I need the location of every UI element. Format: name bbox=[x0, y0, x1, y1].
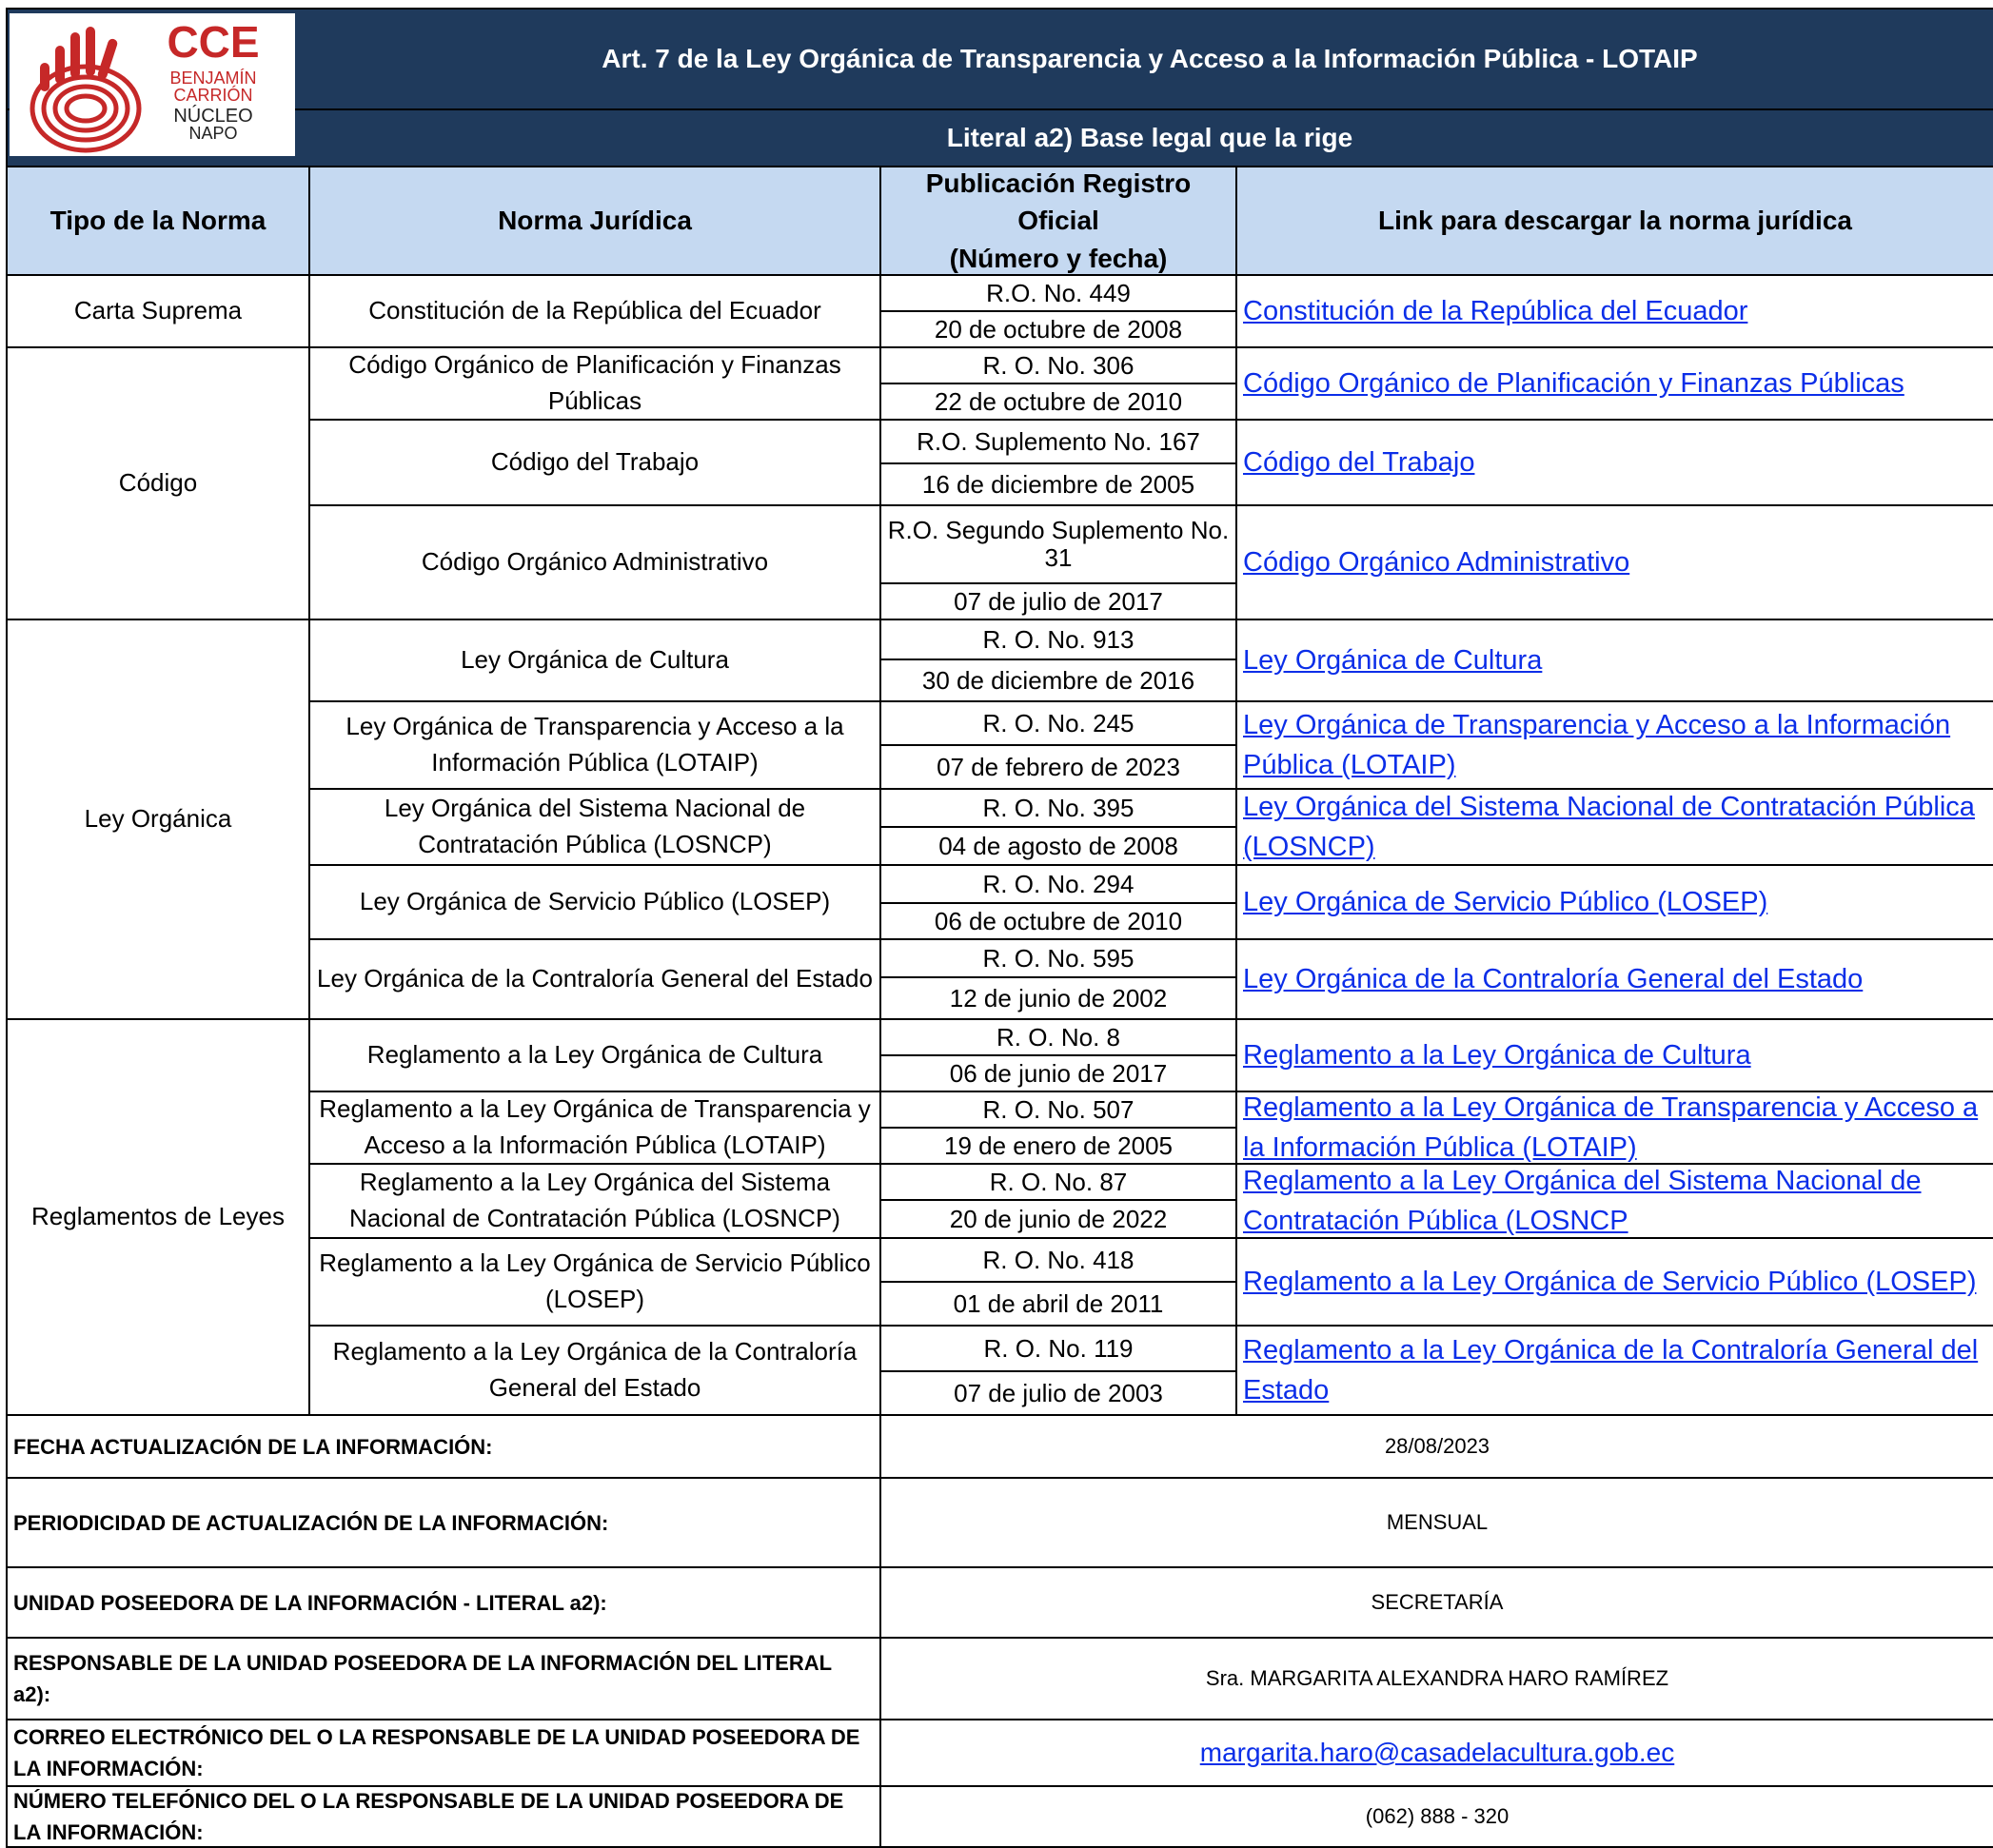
footer-value-text: Sra. MARGARITA ALEXANDRA HARO RAMÍREZ bbox=[1205, 1666, 1669, 1691]
download-link-cell bbox=[1235, 938, 1993, 1020]
ro-number bbox=[879, 1325, 1237, 1372]
ro-text: R.O. No. 449 bbox=[986, 278, 1131, 307]
ro-date bbox=[879, 1199, 1237, 1239]
download-link[interactable]: Código del Trabajo bbox=[1243, 446, 1475, 478]
footer-value-periodicidad bbox=[879, 1477, 1993, 1568]
norma-text: Código del Trabajo bbox=[490, 447, 700, 477]
subtitle-bar bbox=[6, 108, 1993, 167]
col-header-link bbox=[1235, 166, 1993, 276]
page-title: Art. 7 de la Ley Orgánica de Transparencia y Acceso a la Información Pública - LOTAIP bbox=[602, 43, 1698, 73]
col-header-link-label: Link para descargar la norma jurídica bbox=[1378, 206, 1852, 236]
ro-text: R.O. Segundo Suplemento No. 31 bbox=[887, 516, 1230, 572]
download-link[interactable]: Reglamento a la Ley Orgánica de Servicio Público (LOSEP) bbox=[1243, 1266, 1977, 1297]
download-link[interactable]: Constitución de la República del Ecuador bbox=[1243, 295, 1748, 326]
download-link-cell bbox=[1235, 1091, 1993, 1165]
norma-text: Reglamento a la Ley Orgánica del Sistema Nacional de Contratación Pública (LOSNCP) bbox=[349, 1168, 840, 1232]
norma-text: Ley Orgánica de Transparencia y Acceso a la Información Pública (LOTAIP) bbox=[345, 712, 844, 777]
footer-value-responsable bbox=[879, 1637, 1993, 1720]
ro-date bbox=[879, 383, 1237, 421]
norma-text: Ley Orgánica de Servicio Público (LOSEP) bbox=[359, 887, 831, 916]
ro-date bbox=[879, 462, 1237, 506]
footer-label-unidad bbox=[6, 1566, 881, 1639]
download-link-cell bbox=[1235, 1163, 1993, 1239]
ro-date bbox=[879, 976, 1237, 1020]
ro-number bbox=[879, 1237, 1237, 1283]
footer-label-fecha bbox=[6, 1414, 881, 1479]
ro-number bbox=[879, 788, 1237, 828]
ro-text: R. O. No. 395 bbox=[982, 793, 1135, 822]
download-link-cell bbox=[1235, 700, 1993, 790]
ro-number bbox=[879, 419, 1237, 464]
group-carta-suprema bbox=[6, 274, 310, 348]
download-link[interactable]: Reglamento a la Ley Orgánica de Cultura bbox=[1243, 1039, 1751, 1071]
footer-value-fecha bbox=[879, 1414, 1993, 1479]
col-header-registro-line2: (Número y fecha) bbox=[949, 243, 1168, 273]
table-row-norma bbox=[308, 504, 881, 620]
download-link-cell bbox=[1235, 788, 1993, 866]
col-header-registro bbox=[879, 166, 1237, 276]
ro-date bbox=[879, 1127, 1237, 1165]
footer-label-text: FECHA ACTUALIZACIÓN DE LA INFORMACIÓN: bbox=[13, 1434, 493, 1459]
download-link-cell bbox=[1235, 1237, 1993, 1327]
logo-line2: CARRIÓN bbox=[173, 86, 253, 105]
ro-text: R. O. No. 294 bbox=[982, 869, 1135, 898]
logo-line4: NAPO bbox=[188, 124, 238, 143]
table-row-norma bbox=[308, 1018, 881, 1092]
table-row-norma bbox=[308, 346, 881, 421]
group-label: Ley Orgánica bbox=[84, 804, 232, 834]
group-ley-organica bbox=[6, 619, 310, 1020]
date-text: 20 de octubre de 2008 bbox=[934, 314, 1183, 344]
footer-label-correo bbox=[6, 1719, 881, 1787]
cce-logo bbox=[10, 13, 295, 156]
norma-text: Ley Orgánica de la Contraloría General del Estado bbox=[317, 964, 873, 993]
col-header-tipo bbox=[6, 166, 310, 276]
date-text: 20 de junio de 2022 bbox=[949, 1204, 1168, 1233]
download-link[interactable]: Ley Orgánica del Sistema Nacional de Contratación Pública (LOSNCP) bbox=[1243, 791, 1975, 862]
ro-date bbox=[879, 1281, 1237, 1327]
download-link-cell bbox=[1235, 619, 1993, 702]
norma-text: Constitución de la República del Ecuador bbox=[368, 296, 821, 325]
footer-label-text: CORREO ELECTRÓNICO DEL O LA RESPONSABLE DE LA UNIDAD POSEEDORA DE LA INFORMACIÓN: bbox=[13, 1725, 860, 1780]
download-link-cell bbox=[1235, 504, 1993, 620]
download-link-cell bbox=[1235, 274, 1993, 348]
table-row-norma bbox=[308, 419, 881, 506]
ro-number bbox=[879, 938, 1237, 978]
download-link-cell bbox=[1235, 1325, 1993, 1416]
date-text: 01 de abril de 2011 bbox=[953, 1288, 1164, 1318]
download-link[interactable]: Ley Orgánica de Transparencia y Acceso a la Información Pública (LOTAIP) bbox=[1243, 709, 1951, 780]
ro-date bbox=[879, 659, 1237, 702]
download-link[interactable]: Ley Orgánica de la Contraloría General del Estado bbox=[1243, 963, 1864, 994]
ro-text: R. O. No. 87 bbox=[989, 1167, 1128, 1196]
date-text: 07 de febrero de 2023 bbox=[937, 752, 1180, 781]
ro-text: R. O. No. 913 bbox=[982, 624, 1135, 654]
norma-text: Ley Orgánica de Cultura bbox=[461, 645, 729, 675]
footer-value-text: MENSUAL bbox=[1386, 1510, 1489, 1535]
download-link[interactable]: Ley Orgánica de Servicio Público (LOSEP) bbox=[1243, 886, 1768, 917]
footer-label-telefono bbox=[6, 1785, 881, 1848]
ro-number bbox=[879, 619, 1237, 660]
footer-label-responsable bbox=[6, 1637, 881, 1720]
date-text: 16 de diciembre de 2005 bbox=[921, 469, 1195, 499]
table-row-norma bbox=[308, 1163, 881, 1239]
table-row-norma bbox=[308, 274, 881, 348]
group-codigo bbox=[6, 346, 310, 620]
date-text: 06 de junio de 2017 bbox=[949, 1058, 1168, 1088]
date-text: 07 de julio de 2017 bbox=[954, 586, 1163, 616]
table-row-norma bbox=[308, 1091, 881, 1165]
norma-text: Reglamento a la Ley Orgánica de la Contraloría General del Estado bbox=[332, 1337, 858, 1402]
group-label: Código bbox=[118, 468, 198, 498]
ro-text: R. O. No. 119 bbox=[983, 1333, 1134, 1363]
table-row-norma bbox=[308, 938, 881, 1020]
group-label: Carta Suprema bbox=[73, 296, 243, 325]
footer-value-text: 28/08/2023 bbox=[1384, 1434, 1490, 1459]
table-row-norma bbox=[308, 788, 881, 866]
footer-label-text: UNIDAD POSEEDORA DE LA INFORMACIÓN - LITERAL a2): bbox=[13, 1590, 607, 1615]
col-header-norma-label: Norma Jurídica bbox=[498, 206, 692, 236]
ro-date bbox=[879, 1054, 1237, 1092]
ro-date bbox=[879, 744, 1237, 790]
ro-number bbox=[879, 864, 1237, 904]
download-link-cell bbox=[1235, 864, 1993, 940]
footer-label-text: PERIODICIDAD DE ACTUALIZACIÓN DE LA INFORMACIÓN: bbox=[13, 1510, 609, 1535]
ro-number bbox=[879, 274, 1237, 312]
title-bar bbox=[6, 8, 1993, 110]
footer-label-text: NÚMERO TELEFÓNICO DEL O LA RESPONSABLE DE LA UNIDAD POSEEDORA DE LA INFORMACIÓN: bbox=[13, 1789, 844, 1844]
ro-text: R.O. Suplemento No. 167 bbox=[917, 426, 1200, 456]
download-link[interactable]: Reglamento a la Ley Orgánica de la Contraloría General del Estado bbox=[1243, 1334, 1979, 1406]
footer-value-text: SECRETARÍA bbox=[1371, 1590, 1504, 1615]
cce-emblem-icon bbox=[10, 13, 295, 156]
table-row-norma bbox=[308, 1325, 881, 1416]
download-link[interactable]: Código Orgánico de Planificación y Finanzas Públicas bbox=[1243, 367, 1904, 399]
norma-text: Código Orgánico de Planificación y Finanzas Públicas bbox=[348, 350, 841, 415]
table-row-norma bbox=[308, 1237, 881, 1327]
ro-date bbox=[879, 582, 1237, 620]
ro-date bbox=[879, 902, 1237, 940]
ro-number bbox=[879, 346, 1237, 384]
date-text: 06 de octubre de 2010 bbox=[934, 906, 1183, 935]
ro-number bbox=[879, 700, 1237, 746]
ro-text: R. O. No. 507 bbox=[982, 1094, 1135, 1124]
date-text: 22 de octubre de 2010 bbox=[934, 386, 1183, 416]
table-row-norma bbox=[308, 619, 881, 702]
norma-text: Reglamento a la Ley Orgánica de Servicio Público (LOSEP) bbox=[319, 1248, 871, 1313]
footer-value-telefono bbox=[879, 1785, 1993, 1848]
footer-label-text: RESPONSABLE DE LA UNIDAD POSEEDORA DE LA INFORMACIÓN DEL LITERAL a2): bbox=[13, 1651, 832, 1706]
norma-text: Reglamento a la Ley Orgánica de Cultura bbox=[366, 1040, 823, 1070]
col-header-registro-line1: Publicación Registro Oficial bbox=[925, 168, 1192, 236]
download-link-cell bbox=[1235, 1018, 1993, 1092]
date-text: 30 de diciembre de 2016 bbox=[921, 665, 1195, 695]
ro-text: R. O. No. 8 bbox=[996, 1022, 1121, 1052]
ro-text: R. O. No. 306 bbox=[982, 350, 1135, 380]
download-link[interactable]: Reglamento a la Ley Orgánica del Sistema Nacional de Contratación Pública (LOSNCP bbox=[1243, 1165, 1922, 1236]
date-text: 19 de enero de 2005 bbox=[944, 1130, 1173, 1160]
footer-value-unidad bbox=[879, 1566, 1993, 1639]
ro-text: R. O. No. 245 bbox=[982, 708, 1135, 737]
group-reglamentos bbox=[6, 1018, 310, 1416]
date-text: 04 de agosto de 2008 bbox=[938, 831, 1178, 860]
ro-date bbox=[879, 310, 1237, 348]
norma-text: Código Orgánico Administrativo bbox=[421, 547, 769, 577]
logo-line1: BENJAMÍN bbox=[169, 69, 257, 88]
page-subtitle: Literal a2) Base legal que la rige bbox=[946, 122, 1353, 152]
logo-line3: NÚCLEO bbox=[173, 106, 253, 127]
col-header-norma bbox=[308, 166, 881, 276]
footer-value-correo bbox=[879, 1719, 1993, 1787]
footer-value-text: (062) 888 - 320 bbox=[1365, 1804, 1510, 1829]
download-link-cell bbox=[1235, 346, 1993, 421]
ro-number bbox=[879, 504, 1237, 584]
col-header-tipo-label: Tipo de la Norma bbox=[49, 206, 266, 236]
email-link[interactable]: margarita.haro@casadelacultura.gob.ec bbox=[1199, 1737, 1675, 1767]
ro-number bbox=[879, 1018, 1237, 1056]
ro-text: R. O. No. 595 bbox=[982, 943, 1135, 973]
footer-label-periodicidad bbox=[6, 1477, 881, 1568]
norma-text: Ley Orgánica del Sistema Nacional de Contratación Pública (LOSNCP) bbox=[384, 794, 806, 858]
download-link-cell bbox=[1235, 419, 1993, 506]
group-label: Reglamentos de Leyes bbox=[31, 1202, 285, 1231]
table-row-norma bbox=[308, 864, 881, 940]
table-row-norma bbox=[308, 700, 881, 790]
logo-acronym: CCE bbox=[167, 17, 260, 67]
download-link[interactable]: Ley Orgánica de Cultura bbox=[1243, 644, 1543, 676]
date-text: 12 de junio de 2002 bbox=[949, 983, 1168, 1012]
download-link[interactable]: Reglamento a la Ley Orgánica de Transparencia y Acceso a la Información Pública (LOTAIP) bbox=[1243, 1091, 1979, 1163]
download-link[interactable]: Código Orgánico Administrativo bbox=[1243, 546, 1630, 578]
ro-date bbox=[879, 1370, 1237, 1416]
ro-number bbox=[879, 1163, 1237, 1201]
ro-date bbox=[879, 826, 1237, 866]
ro-text: R. O. No. 418 bbox=[982, 1245, 1135, 1274]
ro-number bbox=[879, 1091, 1237, 1129]
norma-text: Reglamento a la Ley Orgánica de Transparencia y Acceso a la Información Pública (LOTAIP) bbox=[319, 1094, 871, 1159]
date-text: 07 de julio de 2003 bbox=[954, 1378, 1163, 1407]
